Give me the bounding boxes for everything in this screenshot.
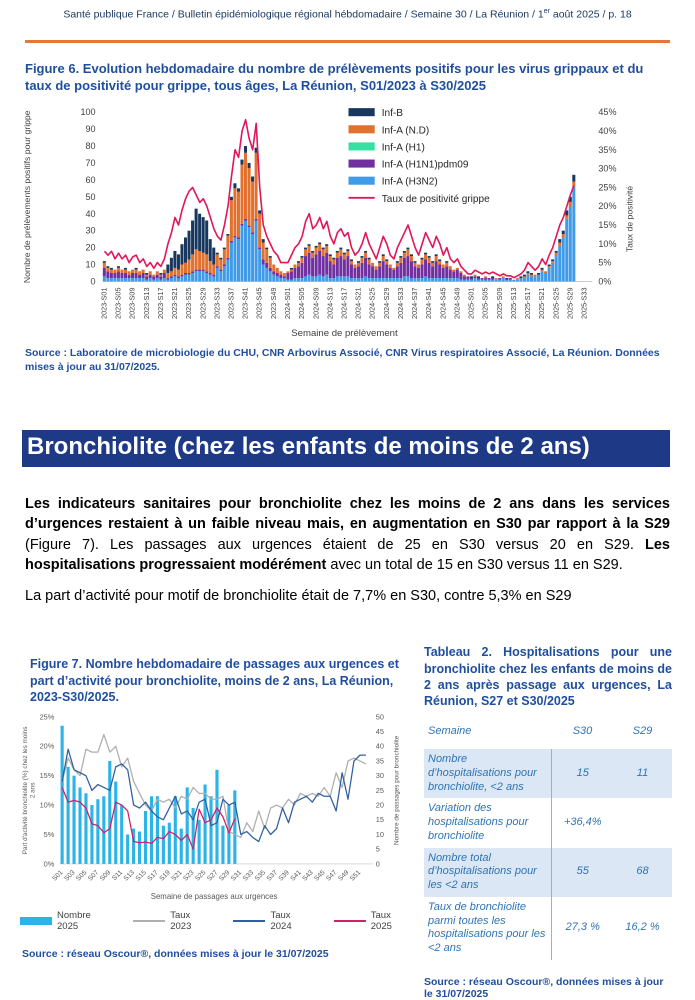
svg-text:Part d'activité bronchiolite (: Part d'activité bronchiolite (%) chez les moins <box>21 726 29 855</box>
svg-text:S21: S21 <box>170 869 184 883</box>
legend-item-taux-2024 <box>233 910 311 932</box>
svg-text:S11: S11 <box>111 869 125 883</box>
svg-text:S09: S09 <box>98 869 113 883</box>
table-row <box>424 798 672 847</box>
svg-text:Semaine de prélèvement: Semaine de prélèvement <box>291 327 398 339</box>
svg-text:S41: S41 <box>289 869 303 883</box>
svg-text:40: 40 <box>85 208 96 219</box>
bottom-two-columns <box>0 642 695 1000</box>
svg-text:S37: S37 <box>265 869 279 883</box>
svg-text:S19: S19 <box>158 869 172 883</box>
svg-text:2025-S21: 2025-S21 <box>537 287 547 319</box>
svg-text:2023-S09: 2023-S09 <box>127 287 137 319</box>
svg-text:100: 100 <box>80 107 96 118</box>
svg-text:Inf-A (N.D): Inf-A (N.D) <box>381 125 430 137</box>
svg-text:25: 25 <box>375 785 384 795</box>
svg-text:2023-S45: 2023-S45 <box>254 287 264 319</box>
svg-text:S07: S07 <box>86 869 101 883</box>
legend-item-nombre-2025 <box>20 910 111 932</box>
svg-text:S15: S15 <box>134 869 148 883</box>
svg-text:2024-S13: 2024-S13 <box>325 287 335 319</box>
row-value-s30: 27,3 % <box>565 921 600 934</box>
svg-text:2024-S25: 2024-S25 <box>367 287 377 319</box>
svg-text:2024-S21: 2024-S21 <box>353 287 363 319</box>
svg-text:S01: S01 <box>51 869 65 883</box>
legend-item-taux-2025 <box>334 910 412 932</box>
svg-text:2024-S45: 2024-S45 <box>438 287 448 319</box>
svg-text:S25: S25 <box>194 869 208 883</box>
table2 <box>424 721 672 960</box>
svg-text:S13: S13 <box>122 869 136 883</box>
figure6-title: Figure 6. Evolution hebdomadaire du nombre de prélèvements positifs pour les virus grippaux et du taux de positivité pour grippe, tous âges, La Réunion, S01/2023 à S30/2025 <box>25 60 644 93</box>
svg-text:S23: S23 <box>182 869 196 883</box>
row-value-s30: +36,4% <box>563 816 602 829</box>
svg-text:2025-S33: 2025-S33 <box>579 287 589 319</box>
table2-header-row <box>424 721 672 749</box>
row-value-s29: 68 <box>636 865 649 878</box>
svg-text:2023-S33: 2023-S33 <box>212 287 222 319</box>
svg-text:45: 45 <box>375 727 384 737</box>
figure6-chart <box>16 100 683 344</box>
svg-text:0%: 0% <box>598 276 612 287</box>
svg-text:2025-S29: 2025-S29 <box>565 287 575 319</box>
legend-item-taux-2023 <box>133 910 211 932</box>
figure7-source: Source : réseau Oscour®, données mises à jour le 31/07/2025 <box>22 948 329 961</box>
svg-text:5%: 5% <box>43 830 55 840</box>
svg-text:2025-S01: 2025-S01 <box>466 287 476 319</box>
header-text-suffix: août 2025 / p. 18 <box>549 8 632 21</box>
legend-label: Taux 2023 <box>170 910 192 933</box>
svg-text:25%: 25% <box>39 712 55 722</box>
svg-text:S29: S29 <box>218 869 232 883</box>
section-banner <box>22 430 670 467</box>
line-swatch-2023 <box>133 920 165 922</box>
svg-text:60: 60 <box>85 174 96 185</box>
svg-text:2024-S33: 2024-S33 <box>396 287 406 319</box>
header-superscript: er <box>543 8 550 15</box>
table-row <box>424 897 672 960</box>
svg-text:0: 0 <box>90 276 96 287</box>
svg-text:Taux de positivité: Taux de positivité <box>624 185 635 252</box>
svg-text:2023-S13: 2023-S13 <box>141 287 151 319</box>
table2-title: Tableau 2. Hospitalisations pour une bronchiolite chez les enfants de moins de 2 ans après passage aux urgences, La Réunion, S27 et S30/2025 <box>424 645 672 709</box>
svg-text:35: 35 <box>375 756 384 766</box>
svg-text:15%: 15% <box>39 771 55 781</box>
svg-text:2023-S49: 2023-S49 <box>268 287 278 319</box>
svg-text:Taux de positivité grippe: Taux de positivité grippe <box>381 193 490 205</box>
svg-text:2024-S01: 2024-S01 <box>282 287 292 319</box>
svg-text:2025-S25: 2025-S25 <box>551 287 561 319</box>
svg-text:2023-S05: 2023-S05 <box>113 287 123 319</box>
row-label: Taux de bronchiolite parmi toutes les hospitalisations pour les <2 ans <box>424 897 552 960</box>
body-paragraph-1 <box>25 494 670 575</box>
svg-text:S35: S35 <box>253 869 268 883</box>
svg-text:40%: 40% <box>598 125 617 136</box>
table2-column <box>412 642 695 1000</box>
svg-text:2024-S49: 2024-S49 <box>452 287 462 319</box>
col-header-semaine: Semaine <box>428 725 472 738</box>
svg-text:2023-S25: 2023-S25 <box>184 287 194 319</box>
svg-text:20: 20 <box>375 800 384 810</box>
svg-text:Inf-A (H1): Inf-A (H1) <box>381 142 425 154</box>
col-header-s30: S30 <box>572 725 593 738</box>
svg-text:S03: S03 <box>63 869 77 883</box>
table-row <box>424 749 672 798</box>
svg-text:S27: S27 <box>206 869 220 883</box>
svg-text:20: 20 <box>85 242 96 253</box>
body-bold-2: Les hospitalisations progressaient modérément <box>25 536 670 574</box>
svg-text:Inf-A (H1N1)pdm09: Inf-A (H1N1)pdm09 <box>381 159 469 171</box>
svg-text:S47: S47 <box>325 869 339 883</box>
svg-text:20%: 20% <box>598 201 617 212</box>
svg-text:S05: S05 <box>75 869 89 883</box>
row-label: Nombre total d’hospitalisations pour les <2 ans <box>424 848 552 897</box>
svg-text:10%: 10% <box>598 238 617 249</box>
body-paragraph-2: La part d’activité pour motif de bronchiolite était de 7,7% en S30, contre 5,3% en S29 <box>25 588 572 605</box>
svg-text:2025-S17: 2025-S17 <box>523 287 533 319</box>
svg-text:15: 15 <box>375 815 384 825</box>
legend-label: Taux 2024 <box>270 910 292 933</box>
svg-text:S33: S33 <box>241 869 256 883</box>
svg-text:2024-S05: 2024-S05 <box>297 287 307 319</box>
figure7-column <box>0 642 412 1000</box>
svg-text:80: 80 <box>85 140 96 151</box>
svg-text:2023-S41: 2023-S41 <box>240 287 250 319</box>
svg-text:25%: 25% <box>598 182 617 193</box>
svg-text:S49: S49 <box>337 869 351 883</box>
svg-text:2024-S41: 2024-S41 <box>424 287 434 319</box>
svg-text:2023-S01: 2023-S01 <box>99 287 109 319</box>
svg-text:35%: 35% <box>598 144 617 155</box>
svg-text:S45: S45 <box>313 869 327 883</box>
orange-divider <box>25 40 670 43</box>
svg-text:5: 5 <box>375 844 380 854</box>
svg-text:2025-S09: 2025-S09 <box>494 287 504 319</box>
svg-text:30%: 30% <box>598 163 617 174</box>
figure6-source: Source : Laboratoire de microbiologie du CHU, CNR Arbovirus Associé, CNR Virus respiratoires Associé, La Réunion. Données mises à jour au 31/07/2025. <box>25 346 660 373</box>
row-value-s29: 11 <box>636 766 649 779</box>
row-value-s30: 15 <box>576 766 589 779</box>
document-header <box>0 0 695 21</box>
svg-text:S17: S17 <box>146 869 160 883</box>
body-regular-2: avec un total de 15 en S30 versus 11 en S29. <box>326 557 623 574</box>
svg-text:2024-S29: 2024-S29 <box>381 287 391 319</box>
svg-text:50: 50 <box>85 191 96 202</box>
svg-text:50: 50 <box>375 712 384 722</box>
svg-text:S31: S31 <box>229 869 244 883</box>
svg-text:15%: 15% <box>598 219 617 230</box>
row-value-s29: 16,2 % <box>625 921 660 934</box>
svg-text:2024-S09: 2024-S09 <box>311 287 321 319</box>
figure6-svg <box>16 100 681 344</box>
svg-text:30: 30 <box>85 225 96 236</box>
body-bold-1: Les indicateurs sanitaires pour bronchiolite chez les moins de 2 ans dans les services d’urgences restaient à un faible niveau mais, en augmentation en S30 par rapport à la S29 <box>25 496 670 533</box>
svg-text:10%: 10% <box>39 800 55 810</box>
svg-text:40: 40 <box>375 741 384 751</box>
svg-text:45%: 45% <box>598 107 617 118</box>
figure7-legend <box>20 910 412 932</box>
legend-label: Taux 2025 <box>370 910 392 933</box>
svg-text:2025-S13: 2025-S13 <box>508 287 518 319</box>
svg-text:2023-S21: 2023-S21 <box>170 287 180 319</box>
svg-text:0: 0 <box>375 859 380 869</box>
line-swatch-2024 <box>233 920 265 922</box>
line-swatch-2025 <box>334 920 366 922</box>
svg-text:10: 10 <box>375 830 384 840</box>
table-row <box>424 848 672 897</box>
svg-text:5%: 5% <box>598 257 612 268</box>
svg-text:S43: S43 <box>301 869 315 883</box>
svg-text:2024-S37: 2024-S37 <box>410 287 420 319</box>
row-value-s29 <box>612 798 672 847</box>
section-banner-label: Bronchiolite (chez les enfants de moins de 2 ans) <box>27 433 590 461</box>
svg-text:2023-S29: 2023-S29 <box>198 287 208 319</box>
table2-source: Source : réseau Oscour®, données mises à jour le 31/07/2025 <box>424 975 664 1000</box>
svg-text:10: 10 <box>85 259 96 270</box>
svg-text:Nombre de passages pour bronch: Nombre de passages pour bronchiolite <box>393 735 401 846</box>
figure7-title: Figure 7. Nombre hebdomadaire de passages aux urgences et part d’activité pour bronchiolite, moins de 2 ans, La Réunion, 2023-S30/2025. <box>30 657 399 704</box>
svg-text:S51: S51 <box>348 869 363 883</box>
svg-text:2025-S05: 2025-S05 <box>480 287 490 319</box>
body-regular-1: (Figure 7). Les passages aux urgences étaient de 25 en S30 versus 20 en S29. <box>25 536 645 553</box>
row-value-s30: 55 <box>576 865 589 878</box>
svg-text:30: 30 <box>375 771 384 781</box>
row-label: Nombre d’hospitalisations pour bronchiolite, <2 ans <box>424 749 552 798</box>
figure7-svg <box>20 709 412 910</box>
header-text: Santé publique France / Bulletin épidémiologique régional hébdomadaire / Semaine 30 / La Réunion / 1 <box>63 8 544 21</box>
svg-text:2 ans: 2 ans <box>29 782 37 799</box>
svg-text:2023-S37: 2023-S37 <box>226 287 236 319</box>
svg-text:Semaine de passages aux urgenc: Semaine de passages aux urgences <box>150 892 278 902</box>
svg-text:70: 70 <box>85 157 96 168</box>
svg-text:90: 90 <box>85 123 96 134</box>
svg-text:20%: 20% <box>39 741 55 751</box>
legend-label: Nombre 2025 <box>57 910 91 933</box>
svg-text:S39: S39 <box>277 869 291 883</box>
bar-swatch <box>20 917 52 925</box>
svg-text:Inf-B: Inf-B <box>381 108 404 120</box>
svg-text:0%: 0% <box>43 859 55 869</box>
row-label: Variation des hospitalisations pour bronchiolite <box>424 798 552 847</box>
svg-text:2024-S17: 2024-S17 <box>339 287 349 319</box>
svg-text:Inf-A (H3N2): Inf-A (H3N2) <box>381 176 438 188</box>
col-header-s29: S29 <box>632 725 653 738</box>
svg-text:Nombre de prélèvements positif: Nombre de prélèvements positifs pour grippe <box>22 110 33 283</box>
svg-text:2023-S17: 2023-S17 <box>155 287 165 319</box>
